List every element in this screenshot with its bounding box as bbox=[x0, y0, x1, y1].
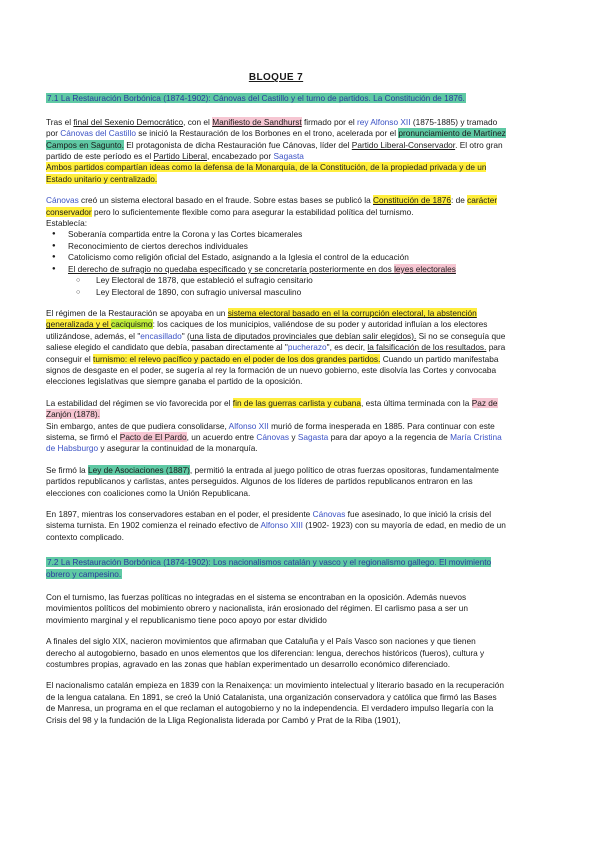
text: (1902- 1923) con su mayoría de edad, en medio de un contexto complicado. bbox=[46, 520, 506, 542]
term: pucherazo bbox=[287, 342, 327, 353]
list-item: ○ Ley Electoral de 1890, con sufragio universal masculino bbox=[46, 287, 506, 298]
sub-bullet-list bbox=[46, 275, 506, 298]
text: creó un sistema electoral basado en el fraude. Sobre estas bases se publicó la bbox=[78, 195, 374, 206]
text: : los caciques de los municipios, valiéndose de su poder y autoridad influían a los electores utilizándose, además, el " bbox=[46, 319, 488, 341]
text: : de bbox=[450, 195, 468, 206]
paragraph-6 bbox=[46, 509, 506, 543]
text: fue asesinado, lo que inició la crisis del sistema turnista. En 1902 comienza el reinado efectivo de bbox=[46, 509, 492, 531]
person-name: Alfonso XIII bbox=[260, 520, 303, 531]
text: , encabezado por bbox=[207, 151, 274, 162]
text: Se firmó la bbox=[46, 464, 88, 475]
list-item: ● Catolicismo como religión oficial del Estado, asignando a la Iglesia el control de la educación bbox=[46, 252, 506, 263]
highlight-manifesto: Manifiesto de Sandhurst bbox=[212, 116, 302, 127]
list-item bbox=[46, 264, 506, 275]
highlight-pronunciamiento: pronunciamiento de Martínez Campos en Sagunto. bbox=[46, 128, 506, 150]
section-1-heading: 7.1 La Restauración Borbónica (1874-1902): Cánovas del Castillo y el turno de partidos. La Constitución de 1876. bbox=[47, 93, 465, 104]
text-underlined: final del Sexenio Democrático bbox=[73, 116, 184, 127]
highlight-conservador: carácter conservador bbox=[46, 195, 498, 217]
text: y asegurar la continuidad de la monarquía. bbox=[98, 443, 258, 454]
highlight-constitucion: Constitución de 1876 bbox=[373, 195, 451, 206]
text: El régimen de la Restauración se apoyaba en un bbox=[46, 307, 228, 318]
text-underlined: Partido Liberal bbox=[153, 151, 207, 162]
bullet-list bbox=[46, 229, 506, 275]
text: La estabilidad del régimen se vio favorecida por el bbox=[46, 397, 233, 408]
text: firmado por el bbox=[301, 116, 358, 127]
paragraph-3 bbox=[46, 308, 506, 388]
text: (1875-1885) y tramado por bbox=[46, 116, 498, 139]
text: , un acuerdo entre bbox=[186, 431, 257, 442]
person-name: Cánovas bbox=[312, 509, 346, 519]
section-2-heading: 7.2 La Restauración Borbónica (1874-1902): Los nacionalismos catalán y vasco y el regionalismo gallego. El movimiento obrero y campesino. bbox=[46, 557, 492, 579]
text: Sin embargo, antes de que pudiera consolidarse, bbox=[46, 420, 229, 431]
paragraph-9: El nacionalismo catalán empieza en 1839 con la Renaixença: un movimiento intelectual y literario basado en la recuperación de la lengua catalana. En 1891, se creó la Unió Catalanista, una organización conservadora y católica que firmó las Bases de Manresa, un programa en el que reclaman el autogobierno y no la independencia. El verdadero impulso llegaría con la Crisis del 98 y la fundación de la Lliga Regionalista liderada por Cambó y Prat de la Riba (1901), bbox=[46, 680, 504, 725]
paragraph-5 bbox=[46, 465, 506, 499]
highlight-asociaciones: Ley de Asociaciones (1887) bbox=[87, 464, 190, 475]
highlight-ideas: Ambos partidos compartían ideas como la defensa de la Monarquía, de la Constitución, de la propiedad privada y de un Estado unitario y centralizado. bbox=[46, 162, 487, 184]
highlight-pardo: Pacto de El Pardo bbox=[119, 431, 187, 442]
paragraph-1 bbox=[46, 117, 506, 185]
text: , permitió la entrada al juego político de otras fuerzas opositoras, fundamentalmente partidos republicanos y carlistas, antes perseguidos. Algunos de los líderes de partidos republicanos entraron en las elecciones con coaliciones como la Unión Republicana. bbox=[46, 464, 499, 498]
highlight-caciquismo: caciquismo bbox=[111, 319, 153, 330]
text-underlined: (una lista de diputados provinciales que debían salir elegidos). bbox=[187, 330, 417, 341]
text: , con el bbox=[183, 116, 213, 127]
text: ", es decir, bbox=[326, 342, 368, 353]
term: encasillado bbox=[140, 330, 182, 341]
text: para dar apoyo a la regencia de bbox=[328, 431, 451, 442]
text: , esta última terminada con la bbox=[361, 397, 472, 408]
text: . El otro gran partido de este período es el bbox=[46, 139, 503, 162]
highlight-guerras: fin de las guerras carlista y cubana bbox=[232, 397, 362, 408]
list-item: ○ Ley Electoral de 1878, que estableció el sufragio censitario bbox=[46, 275, 506, 286]
highlight-leyes: leyes electorales bbox=[394, 263, 456, 274]
text: Establecía: bbox=[46, 218, 88, 229]
paragraph-4 bbox=[46, 398, 506, 455]
person-name: Sagasta bbox=[273, 151, 304, 162]
text: pero lo suficientemente flexible como para asegurar la estabilidad política del turnismo. bbox=[91, 206, 414, 217]
highlight-turnismo: turnismo: el relevo pacífico y pactado en el poder de los dos grandes partidos. bbox=[93, 353, 381, 364]
text: " bbox=[181, 330, 188, 341]
paragraph-8: A finales del siglo XIX, nacieron movimientos que afirmaban que Cataluña y el País Vasco son naciones y que tienen derecho al autogobierno, basado en unos elementos que los diferencian: lengua, derechos históricos (fueros), cultura y costumbres propias, agravado en las zonas que habían experimentado un desarrollo económico diferenciado. bbox=[46, 636, 485, 670]
text: Tras el bbox=[46, 116, 74, 127]
text-underlined: Partido Liberal-Conservador bbox=[351, 139, 456, 150]
text: El protagonista de dicha Restauración fue Cánovas, líder del bbox=[123, 139, 352, 150]
text: y bbox=[289, 431, 298, 442]
person-name: rey Alfonso XII bbox=[357, 116, 411, 127]
highlight-zanjon: Paz de Zanjón (1878). bbox=[46, 397, 498, 420]
person-name: Cánovas del Castillo bbox=[60, 128, 136, 139]
person-name: Cánovas bbox=[46, 195, 79, 206]
highlight-sistema: sistema electoral basado en el la corrupción electoral, la abstención generalizada y el bbox=[46, 307, 477, 330]
text-underlined: la falsificación de los resultados. bbox=[367, 342, 487, 353]
text: se inició la Restauración de los Borbones en el trono, acelerada por el bbox=[135, 128, 399, 139]
text: En 1897, mientras los conservadores estaban en el poder, el presidente bbox=[46, 509, 313, 519]
text: Si no se conseguía que saliese elegido el candidato que debía, pasaban directamente al " bbox=[46, 330, 506, 353]
person-name: Cánovas bbox=[256, 431, 290, 442]
section-1-heading-wrap bbox=[46, 93, 506, 104]
paragraph-2 bbox=[46, 195, 506, 229]
text: para conseguir el bbox=[46, 342, 506, 364]
person-name: Alfonso XII bbox=[228, 420, 269, 431]
list-item: ● Soberanía compartida entre la Corona y las Cortes bicamerales bbox=[46, 229, 506, 240]
page-title: BLOQUE 7 bbox=[248, 72, 304, 83]
text-underlined: El derecho de sufragio no quedaba especificado y se concretaría posteriormente en dos bbox=[68, 263, 395, 274]
person-name: Sagasta bbox=[297, 431, 329, 442]
list-item: ● Reconocimiento de ciertos derechos individuales bbox=[46, 241, 506, 252]
person-name: María Cristina de Habsburgo bbox=[46, 431, 502, 454]
section-2-heading-wrap bbox=[46, 557, 506, 580]
text: Cuando un partido manifestaba signos de desgaste en el poder, se sugería al rey la formación de un nuevo gobierno, este disolvía las Cortes y convocaba elecciones legislativas que siempre ganaba el partido de la oposición. bbox=[46, 353, 499, 387]
paragraph-7: Con el turnismo, las fuerzas políticas no integradas en el sistema se encontraban en la oposición. Además nuevos movimientos políticos del mobimiento obrero y nacionalista, irán erosionado del régimen. El carlismo pasa a ser un movimiento marginal y el republicanismo tiene poco apoyo por estar dividido bbox=[46, 592, 468, 625]
text: murió de forma inesperada en 1885. Para continuar con este sistema, se firmó el bbox=[46, 420, 495, 442]
